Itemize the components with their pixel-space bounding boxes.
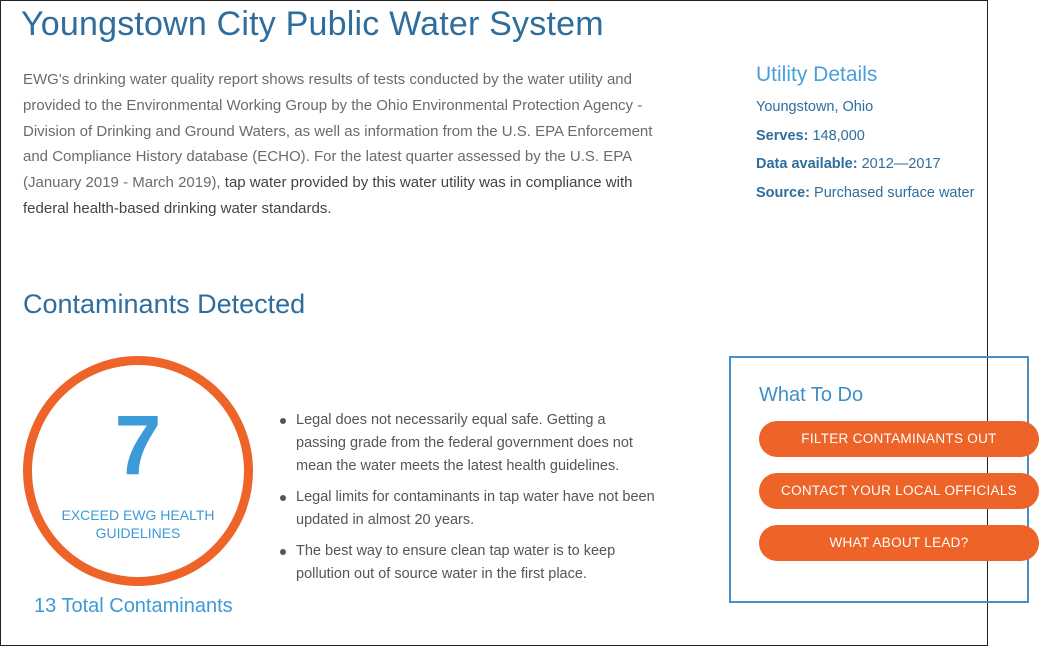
source-value: Purchased surface water <box>814 184 975 201</box>
bullet-icon <box>280 495 286 501</box>
exceed-guidelines-ring <box>23 356 253 586</box>
page-title: Youngstown City Public Water System <box>21 5 604 43</box>
list-item <box>279 486 659 532</box>
data-available-label: Data available: <box>756 156 858 173</box>
list-item <box>279 540 659 586</box>
what-to-do-panel <box>729 356 1029 603</box>
data-available-value: 2012—2017 <box>861 156 941 173</box>
bullet-icon <box>280 549 286 555</box>
total-contaminants-link[interactable]: 13 Total Contaminants <box>34 595 233 617</box>
intro-text: EWG's drinking water quality report shows results of tests conducted by the water utility and provided to the Environmental Working Group by the Ohio Environmental Protection Agency - Division of Drinking and Ground Waters, as well as information from the U.S. EPA Enforcement and Compliance History database (ECHO). For the latest quarter assessed by the U.S. EPA (January 2019 - March 2019), <box>23 71 653 192</box>
exceed-label: EXCEED EWG HEALTH GUIDELINES <box>61 507 215 541</box>
list-item-text: The best way to ensure clean tap water is to keep pollution out of source water in the first place. <box>296 543 616 582</box>
list-item-text: Legal limits for contaminants in tap water have not been updated in almost 20 years. <box>296 489 655 528</box>
utility-data-available <box>756 150 996 179</box>
list-item-text: Legal does not necessarily equal safe. Getting a passing grade from the federal government does not mean the water meets the latest health guidelines. <box>296 412 633 474</box>
contaminants-heading: Contaminants Detected <box>23 289 306 319</box>
exceed-count: 7 <box>114 398 162 492</box>
serves-label: Serves: <box>756 127 809 144</box>
serves-value: 148,000 <box>812 127 865 144</box>
intro-compliance-text: tap water provided by this water utility was in compliance with federal health-based drinking water standards. <box>23 174 633 217</box>
list-item <box>279 409 659 478</box>
utility-details-heading: Utility Details <box>756 63 878 86</box>
what-to-do-heading: What To Do <box>759 384 864 406</box>
filter-contaminants-button[interactable]: FILTER CONTAMINANTS OUT <box>759 421 1039 457</box>
utility-location: Youngstown, Ohio <box>756 99 874 115</box>
utility-serves <box>756 122 996 151</box>
contact-officials-button[interactable]: CONTACT YOUR LOCAL OFFICIALS <box>759 473 1039 509</box>
legal-notes-list <box>279 409 659 594</box>
utility-details <box>756 63 996 207</box>
intro-paragraph <box>23 67 673 222</box>
what-about-lead-button[interactable]: WHAT ABOUT LEAD? <box>759 525 1039 561</box>
utility-source <box>756 179 996 208</box>
source-label: Source: <box>756 184 810 201</box>
bullet-icon <box>280 418 286 424</box>
